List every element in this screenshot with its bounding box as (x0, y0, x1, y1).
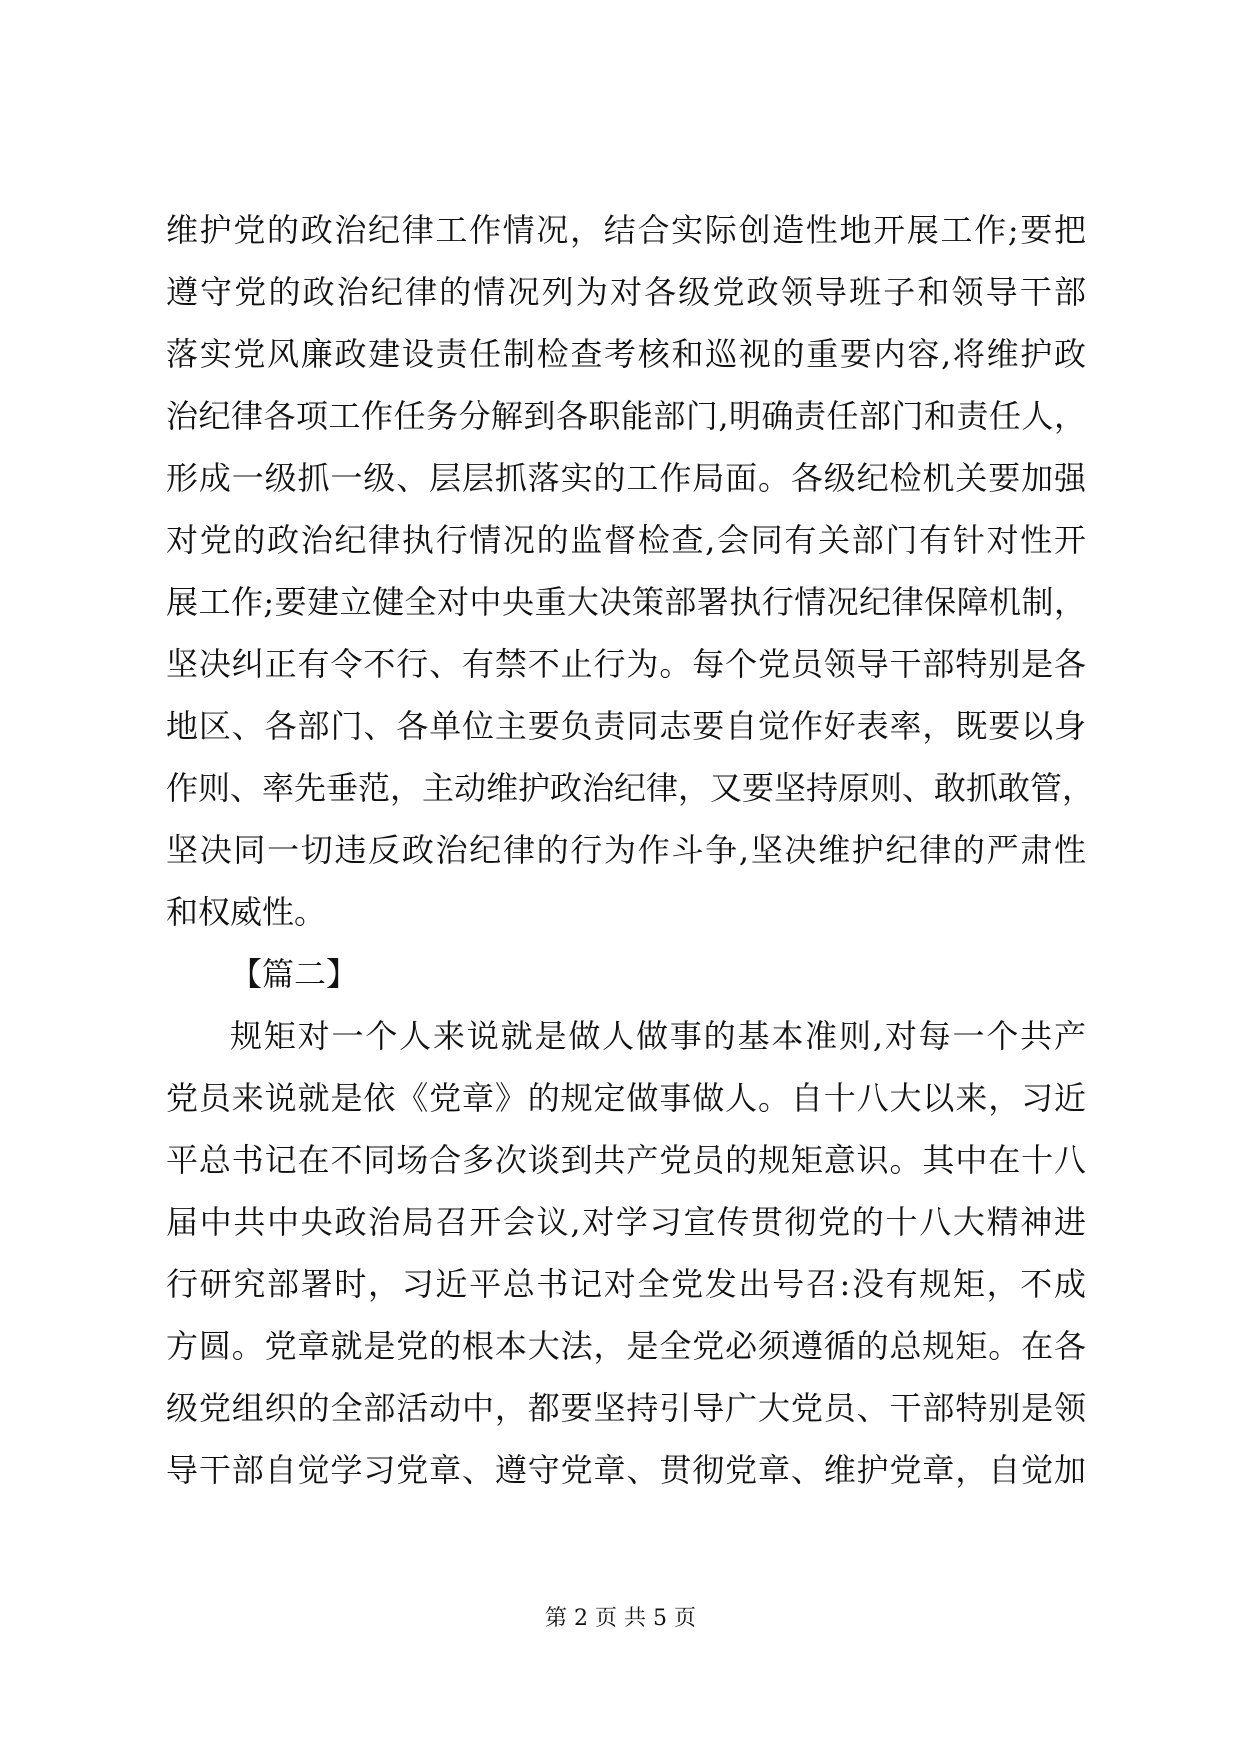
paragraph-1-line-10: 作则、率先垂范，主动维护政治纪律，又要坚持原则、敢抓敢管， (166, 769, 1095, 807)
paragraph-2-line-4: 届中共中央政治局召开会议,对学习宣传贯彻党的十八大精神进 (166, 1203, 1086, 1241)
paragraph-1-line-2: 遵守党的政治纪律的情况列为对各级党政领导班子和领导干部 (166, 273, 1086, 311)
paragraph-1-line-4: 治纪律各项工作任务分解到各职能部门,明确责任部门和责任人， (166, 397, 1086, 435)
paragraph-1-line-1: 维护党的政治纪律工作情况，结合实际创造性地开展工作;要把 (166, 211, 1086, 249)
paragraph-2-line-6: 方圆。党章就是党的根本大法，是全党必须遵循的总规矩。在各 (166, 1327, 1086, 1365)
paragraph-1-line-6: 对党的政治纪律执行情况的监督检查,会同有关部门有针对性开 (166, 521, 1086, 559)
paragraph-2-line-7: 级党组织的全部活动中，都要坚持引导广大党员、干部特别是领 (166, 1389, 1086, 1427)
paragraph-2-line-1: 规矩对一个人来说就是做人做事的基本准则,对每一个共产 (230, 1017, 1086, 1055)
paragraph-2-line-2: 党员来说就是依《党章》的规定做事做人。自十八大以来，习近 (166, 1079, 1086, 1117)
page-number-footer: 第 2 页 共 5 页 (545, 1606, 696, 1631)
section-heading: 【篇二】 (230, 955, 359, 993)
paragraph-2-line-8: 导干部自觉学习党章、遵守党章、贯彻党章、维护党章，自觉加 (166, 1451, 1086, 1489)
paragraph-2-line-3: 平总书记在不同场合多次谈到共产党员的规矩意识。其中在十八 (166, 1141, 1086, 1179)
paragraph-1-line-7: 展工作;要建立健全对中央重大决策部署执行情况纪律保障机制， (166, 583, 1086, 621)
paragraph-1-line-9: 地区、各部门、各单位主要负责同志要自觉作好表率，既要以身 (166, 707, 1086, 745)
paragraph-1-line-8: 坚决纠正有令不行、有禁不止行为。每个党员领导干部特别是各 (166, 645, 1086, 683)
paragraph-1-line-12: 和权威性。 (166, 893, 327, 931)
paragraph-1-line-5: 形成一级抓一级、层层抓落实的工作局面。各级纪检机关要加强 (166, 459, 1086, 497)
paragraph-1-line-11: 坚决同一切违反政治纪律的行为作斗争,坚决维护纪律的严肃性 (166, 831, 1086, 869)
paragraph-2-line-5: 行研究部署时，习近平总书记对全党发出号召:没有规矩，不成 (166, 1265, 1086, 1303)
paragraph-1-line-3: 落实党风廉政建设责任制检查考核和巡视的重要内容,将维护政 (166, 335, 1086, 373)
